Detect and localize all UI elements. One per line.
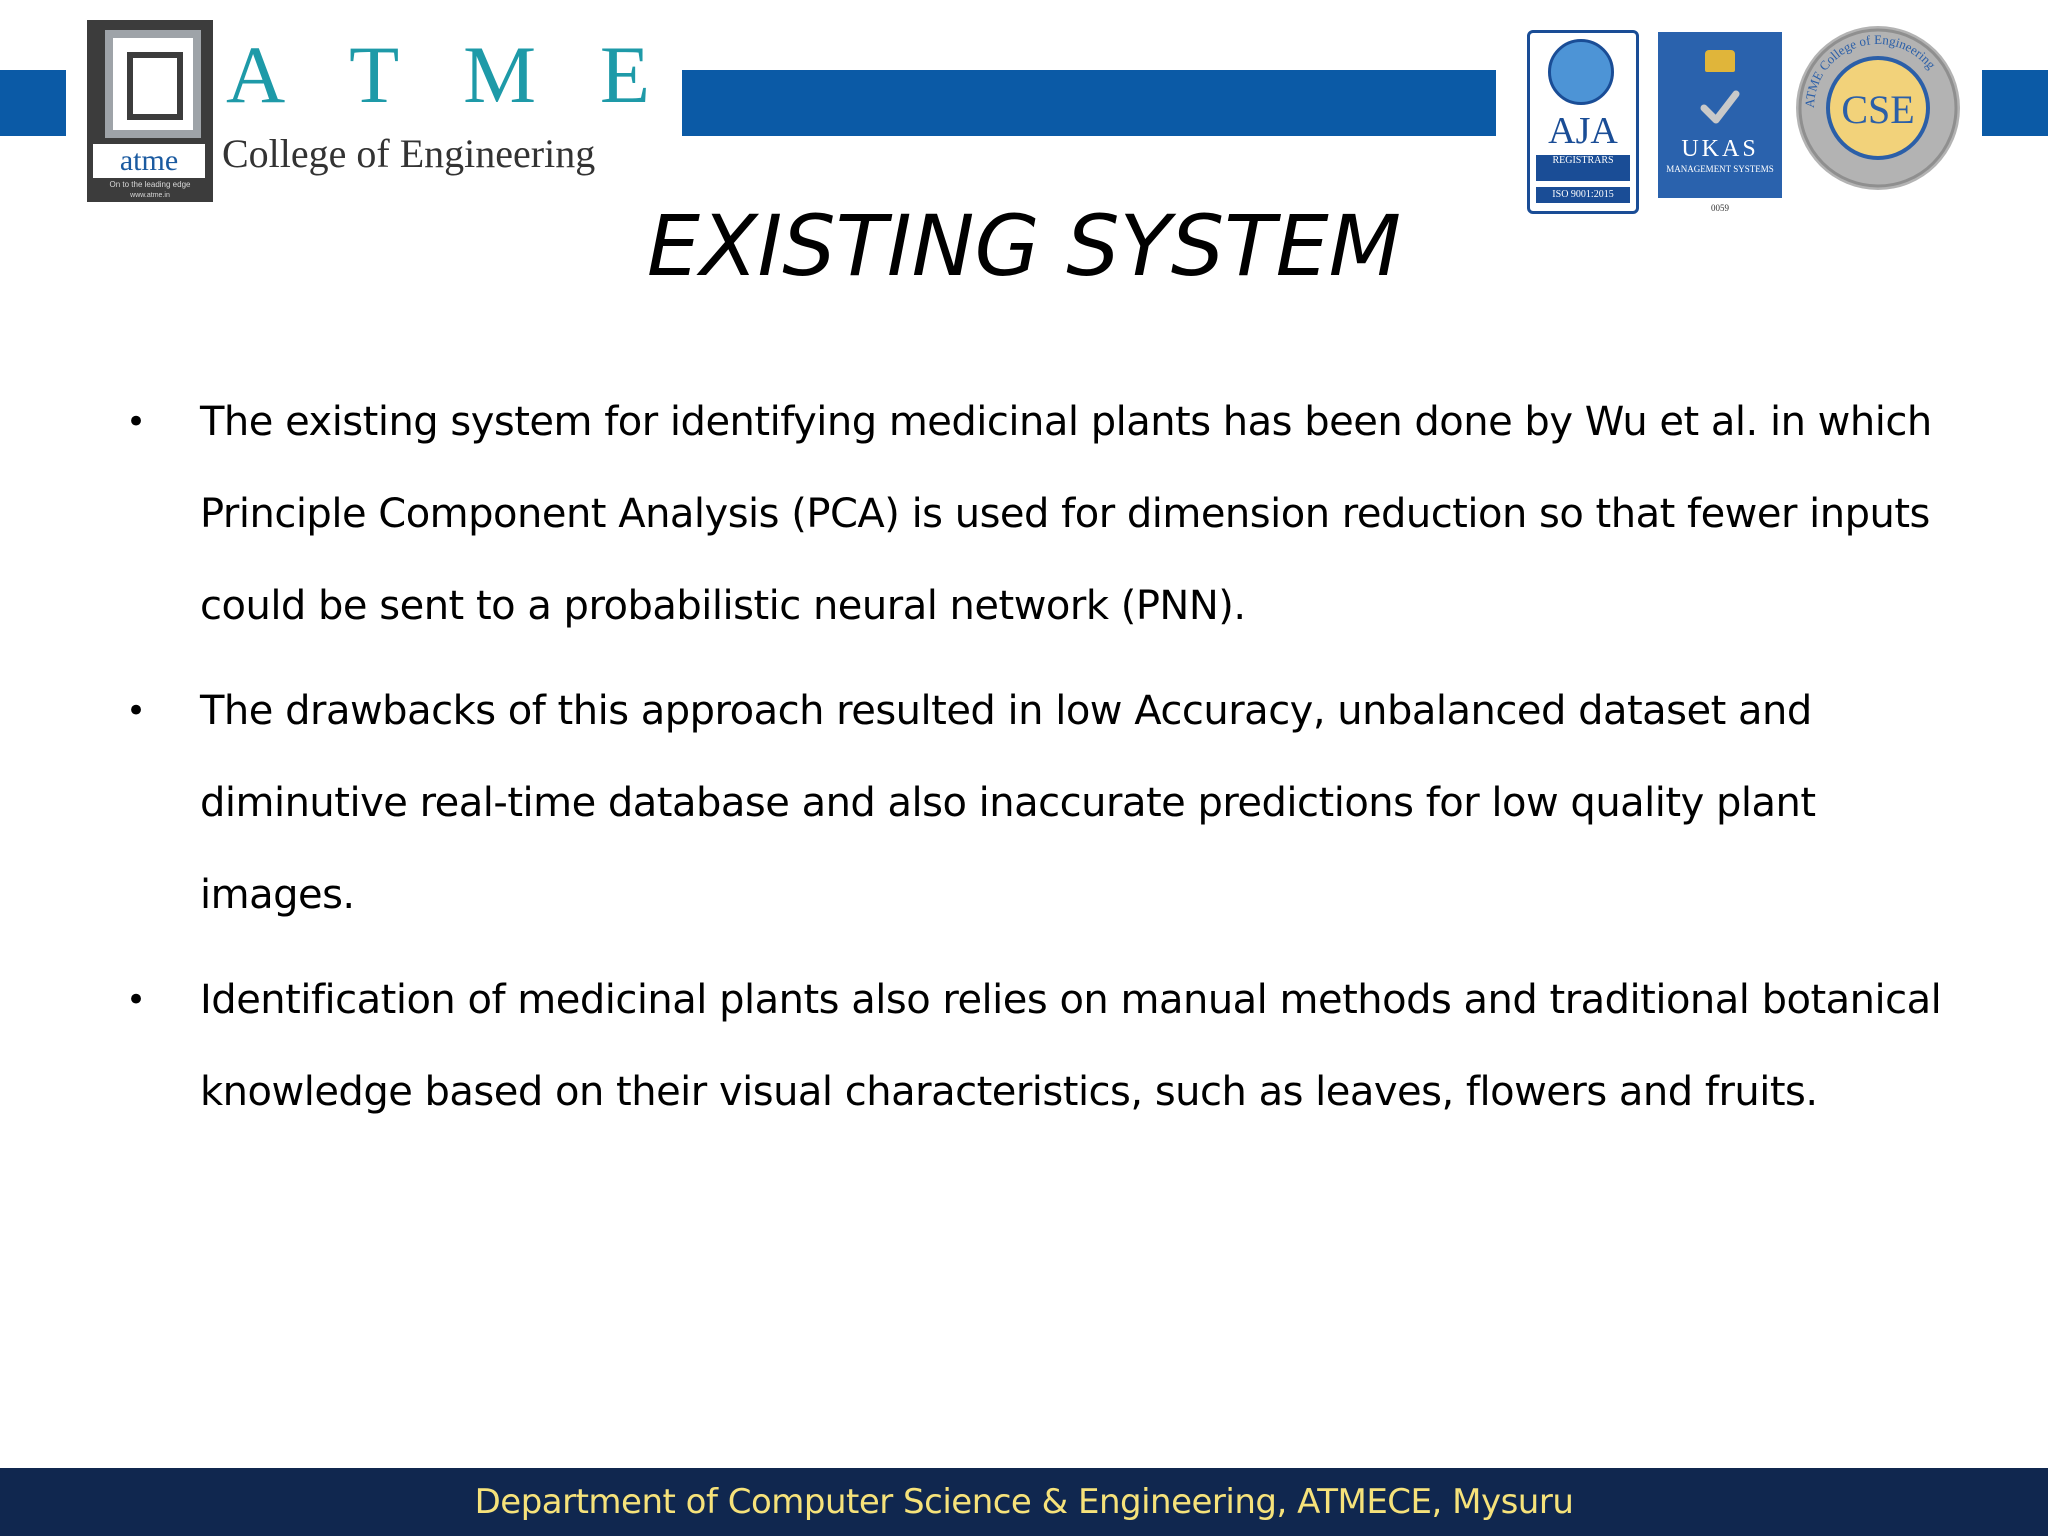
header-bar-middle [682, 70, 1496, 136]
aja-name: AJA [1548, 110, 1618, 152]
logo-url: www.atme.in [130, 192, 170, 199]
ukas-name: UKAS [1681, 136, 1759, 162]
bullet-icon: • [126, 402, 147, 442]
header-bar-right [1982, 70, 2048, 136]
ukas-certification-logo [1658, 32, 1782, 198]
slide-title: EXISTING SYSTEM [646, 197, 1402, 295]
logo-tagline: On to the leading edge [109, 180, 191, 189]
list-item [114, 954, 1944, 1138]
college-name: College of Engineering [222, 131, 596, 176]
seal-center [1826, 56, 1930, 160]
brand-letter: E [599, 29, 650, 120]
logo-frame-icon [105, 30, 201, 138]
ukas-number: 0059 [1711, 203, 1729, 213]
bullet-text: The drawbacks of this approach resulted in low Accuracy, unbalanced dataset and diminutive real-time database and also inaccurate predictions for low quality plant images. [200, 688, 1816, 918]
aja-certification-logo [1527, 30, 1639, 214]
seal-ring-text: ATME College of Engineering [1801, 31, 1939, 109]
bullet-list [114, 376, 1944, 1151]
globe-icon [1548, 39, 1614, 105]
aja-registrars: REGISTRARS [1536, 155, 1630, 181]
bullet-text: The existing system for identifying medicinal plants has been done by Wu et al. in which Principle Component Analysis (PCA) is used for dimension reduction so that fewer inputs could be sent to a probabilistic neural network (PNN). [200, 399, 1932, 629]
logo-word: atme [93, 144, 205, 178]
footer-bar [0, 1468, 2048, 1536]
brand-letter: M [463, 29, 537, 120]
cse-department-seal [1796, 26, 1960, 190]
header-bar-left [0, 70, 66, 136]
brand-letters [226, 30, 650, 120]
list-item [114, 665, 1944, 941]
aja-iso-label: ISO 9001:2015 [1536, 187, 1630, 203]
bullet-text: Identification of medicinal plants also relies on manual methods and traditional botanical knowledge based on their visual characteristics, such as leaves, flowers and fruits. [200, 977, 1942, 1115]
brand-letter: T [349, 29, 400, 120]
ukas-subtitle: MANAGEMENT SYSTEMS [1666, 164, 1774, 174]
bullet-icon: • [126, 980, 147, 1020]
brand-letter: A [226, 29, 286, 120]
cse-label: CSE [1841, 87, 1915, 132]
atme-logo [87, 20, 213, 202]
bullet-icon: • [126, 691, 147, 731]
list-item [114, 376, 1944, 652]
crown-icon [1705, 50, 1735, 72]
footer-text: Department of Computer Science & Engineering, ATMECE, Mysuru [474, 1482, 1574, 1522]
checkmark-icon [1700, 88, 1740, 128]
